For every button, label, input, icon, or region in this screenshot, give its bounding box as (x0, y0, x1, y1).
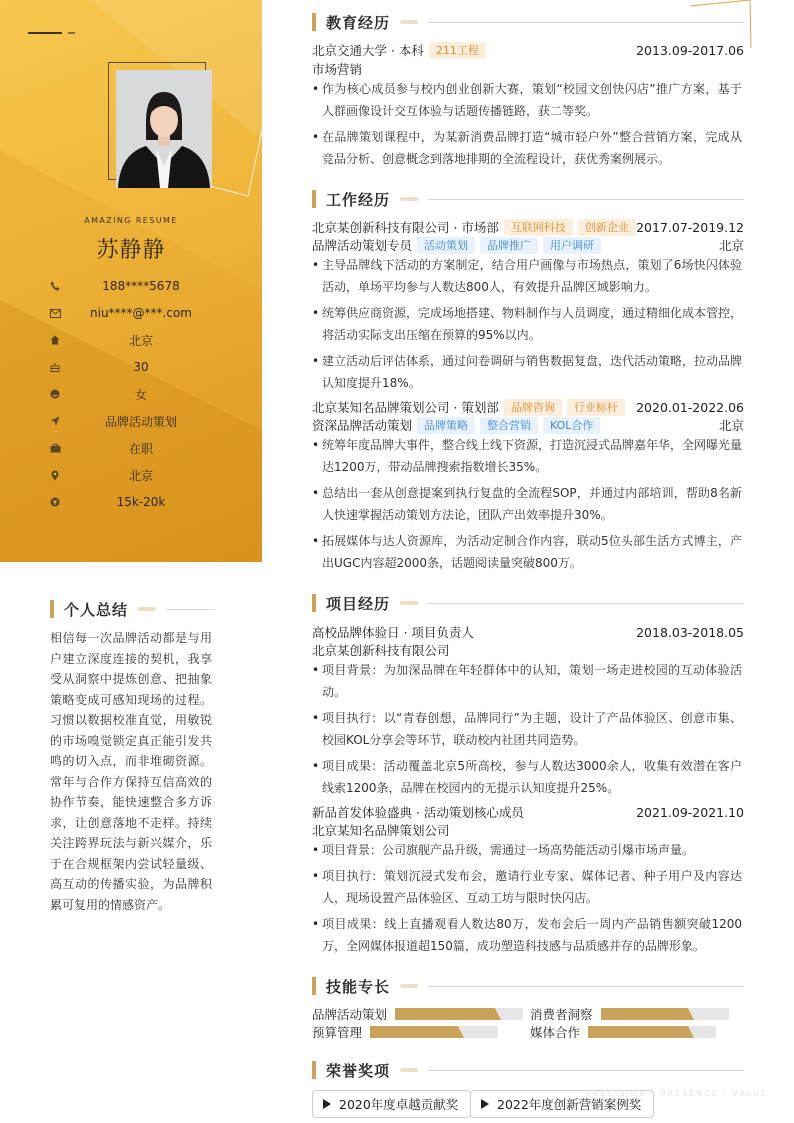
info-text: 品牌活动策划 (104, 414, 177, 429)
section-line (166, 609, 214, 610)
job-date: 2020.01-2022.06 (636, 399, 744, 415)
section-pill (400, 20, 418, 24)
section-title: 技能专长 (326, 977, 391, 996)
info-text: 北京 (128, 333, 153, 348)
info-text: 在职 (128, 441, 153, 456)
skill-fill (370, 1026, 458, 1038)
project-row (312, 623, 744, 641)
skill-item (312, 1024, 498, 1040)
project-bullet: • 项目背景：公司旗舰产品升级，需通过一场高势能活动引爆市场声量。 (312, 839, 742, 861)
portrait-illustration (116, 70, 212, 188)
role-tag: 活动策划 (417, 237, 475, 254)
projects-header (312, 593, 744, 613)
section-line (428, 603, 744, 604)
job-city: 北京 (718, 238, 744, 253)
project-org: 北京某知名品牌策划公司 (312, 823, 450, 838)
school-name: 北京交通大学 · 本科 (312, 43, 424, 58)
skill-item (312, 1006, 523, 1022)
education-header (312, 12, 744, 32)
project-bullet: • 项目成果：活动覆盖北京5所高校，参与人数达3000余人，收集有效潜在客户线索1200条，品牌在校园内的无提示认知度提升25%。 (312, 755, 742, 799)
project-org-row (312, 641, 744, 659)
info-email (48, 303, 248, 323)
section-pill (400, 197, 418, 201)
info-salary (48, 492, 248, 512)
info-text: 女 (134, 387, 147, 402)
skill-name: 预算管理 (312, 1025, 363, 1040)
skills-header (312, 976, 744, 996)
section-title: 教育经历 (326, 13, 391, 32)
skill-fill (395, 1008, 495, 1020)
job-bullet: • 统筹供应商资源，完成场地搭建、物料制作与人员调度，通过精细化成本管控，将活动实际支出压缩在预算的95%以内。 (312, 302, 742, 346)
info-text: 北京 (128, 468, 153, 483)
job-date: 2017.07-2019.12 (636, 219, 744, 235)
section-pill (400, 1068, 418, 1072)
role-tag: 整合营销 (480, 417, 538, 434)
section-line (428, 986, 744, 987)
info-text: 188****5678 (102, 279, 180, 293)
project-name: 新品首发体验盛典 · 活动策划核心成员 (312, 805, 524, 820)
awards-header (312, 1060, 744, 1080)
skill-bar (395, 1008, 523, 1020)
role-tag: 品牌推广 (480, 237, 538, 254)
skill-item (530, 1024, 716, 1040)
company-tag: 行业标杆 (567, 399, 625, 416)
education-bullet: • 作为核心成员参与校内创业创新大赛，策划“校园文创快闪店”推广方案，基于人群画像设计交互体验与话题传播链路，获二等奖。 (312, 78, 742, 122)
play-icon (481, 1099, 489, 1109)
job-role-row (312, 416, 744, 434)
job-company-row (312, 218, 744, 236)
school-tag: 211工程 (429, 42, 486, 59)
skill-fill (588, 1026, 688, 1038)
education-bullet: • 在品牌策划课程中，为某新消费品牌打造“城市轻户外”整合营销方案，完成从竞品分析、创意概念到落地排期的全流程设计，获优秀案例展示。 (312, 126, 742, 170)
major: 市场营销 (312, 62, 363, 77)
section-title: 项目经历 (326, 594, 391, 613)
section-marker (312, 594, 316, 612)
skill-bar (601, 1008, 729, 1020)
company-name: 北京某创新科技有限公司 · 市场部 (312, 220, 499, 235)
project-row (312, 803, 744, 821)
job-bullet: • 统筹年度品牌大事件，整合线上线下资源，打造沉浸式品牌嘉年华，全网曝光量达1200万，带动品牌搜索指数增长35%。 (312, 434, 742, 478)
project-bullet: • 项目背景：为加深品牌在年轻群体中的认知，策划一场走进校园的互动体验活动。 (312, 659, 742, 703)
project-bullet: • 项目执行：策划沉浸式发布会，邀请行业专家、媒体记者、种子用户及内容达人，现场设置产品体验区、互动工坊与限时快闪店。 (312, 865, 742, 909)
project-bullet: • 项目执行：以“青春创想，品牌同行”为主题，设计了产品体验区、创意市集、校园KOL分享会等环节，联动校内社团共同造势。 (312, 707, 742, 751)
info-position (48, 411, 248, 431)
info-text: 30 (133, 360, 149, 374)
info-target-city (48, 465, 248, 485)
job-city: 北京 (718, 418, 744, 433)
project-name: 高校品牌体验日 · 项目负责人 (312, 625, 474, 640)
skill-name: 媒体合作 (530, 1025, 581, 1040)
section-line (428, 1070, 744, 1071)
company-tag: 创新企业 (578, 219, 636, 236)
award-label: 2022年度创新营销案例奖 (497, 1097, 642, 1112)
info-text: 15k-20k (116, 495, 166, 509)
resume-subtitle: AMAZING RESUME (84, 216, 178, 225)
top-dash-short (68, 32, 75, 34)
section-title: 工作经历 (326, 190, 391, 209)
role-tag: KOL合作 (543, 417, 600, 434)
section-marker (312, 13, 316, 31)
candidate-name: 苏静静 (96, 238, 166, 263)
top-dash (28, 32, 62, 34)
major-row (312, 60, 744, 78)
info-gender (48, 384, 248, 404)
section-marker (312, 190, 316, 208)
job-role: 品牌活动策划专员 (312, 238, 413, 253)
section-marker (312, 1061, 316, 1079)
award-item (312, 1090, 471, 1118)
info-phone (48, 276, 248, 296)
section-pill (138, 607, 156, 611)
info-status (48, 438, 248, 458)
skill-item (530, 1006, 729, 1022)
section-marker (312, 977, 316, 995)
education-row (312, 41, 744, 59)
project-org: 北京某创新科技有限公司 (312, 643, 450, 658)
company-name: 北京某知名品牌策划公司 · 策划部 (312, 400, 499, 415)
play-icon (323, 1099, 331, 1109)
project-date: 2018.03-2018.05 (636, 624, 744, 640)
skill-bar (370, 1026, 498, 1038)
education-date: 2013.09-2017.06 (636, 42, 744, 58)
job-role: 资深品牌活动策划 (312, 418, 413, 433)
info-age (48, 357, 248, 377)
company-tag: 品牌咨询 (504, 399, 562, 416)
project-date: 2021.09-2021.10 (636, 804, 744, 820)
info-city (48, 330, 248, 350)
job-bullet: • 主导品牌线下活动的方案制定，结合用户画像与市场热点，策划了6场快闪体验活动，单场平均参与人数达800人，有效提升品牌区域影响力。 (312, 254, 742, 298)
section-marker (50, 600, 54, 618)
job-bullet: • 总结出一套从创意提案到执行复盘的全流程SOP，并通过内部培训，帮助8名新人快速掌握活动策划方法论，团队产出效率提升30%。 (312, 482, 742, 526)
job-company-row (312, 398, 744, 416)
skill-fill (601, 1008, 688, 1020)
skill-name: 消费者洞察 (530, 1007, 593, 1022)
skill-bar (588, 1026, 716, 1038)
award-label: 2020年度卓越贡献奖 (339, 1097, 459, 1112)
watermark: PRECISION · PRESENCE · VALUE (586, 1089, 768, 1098)
job-bullet: • 拓展媒体与达人资源库，为活动定制合作内容，联动5位头部生活方式博主，产出UGC内容超2000条，话题阅读量突破800万。 (312, 530, 742, 574)
section-pill (400, 984, 418, 988)
profile-panel (0, 0, 262, 562)
company-tag: 互联网科技 (504, 219, 573, 236)
summary-text: 相信每一次品牌活动都是与用户建立深度连接的契机，我享受从洞察中提炼创意、把抽象策略变成可感知现场的过程。习惯以数据校准直觉，用敏锐的市场嗅觉锁定真正能引发共鸣的切入点，而非堆砌资源。常年与合作方保持互信高效的协作节奏，能快速整合多方诉求，让创意落地不走样。持续关注跨界玩法与新兴媒介，乐于在合规框架内尝试轻量级、高互动的传播实验，为品牌积累可复用的情感资产。 (50, 631, 212, 912)
section-line (428, 22, 744, 23)
section-pill (400, 601, 418, 605)
summary-header (50, 599, 214, 619)
job-role-row (312, 236, 744, 254)
role-tag: 用户调研 (543, 237, 601, 254)
section-title: 荣誉奖项 (326, 1061, 391, 1080)
project-org-row (312, 821, 744, 839)
section-line (428, 199, 744, 200)
role-tag: 品牌策略 (417, 417, 475, 434)
info-text: niu****@***.com (90, 306, 192, 320)
skill-name: 品牌活动策划 (312, 1007, 388, 1022)
work-header (312, 189, 744, 209)
job-bullet: • 建立活动后评估体系，通过问卷调研与销售数据复盘，迭代活动策略，拉动品牌认知度提升18%。 (312, 350, 742, 394)
section-title: 个人总结 (64, 600, 129, 619)
avatar (116, 70, 212, 188)
project-bullet: • 项目成果：线上直播观看人数达80万，发布会后一周内产品销售额突破1200万，全网媒体报道超150篇，成功塑造科技感与品质感并存的品牌形象。 (312, 913, 742, 957)
